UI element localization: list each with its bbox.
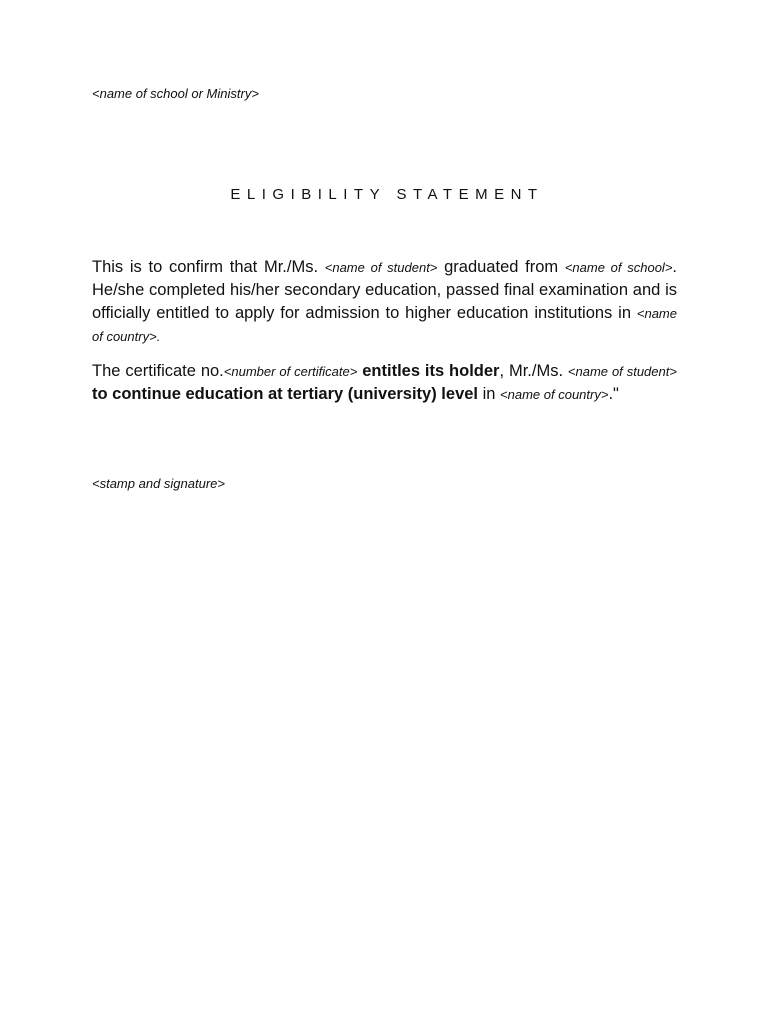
- certificate-number-placeholder: <number of certificate>: [223, 364, 358, 379]
- country-name-placeholder: <name of country>: [92, 306, 677, 344]
- certificate-paragraph: [92, 360, 677, 406]
- para1-text-1: This is to confirm that Mr./Ms.: [92, 258, 325, 276]
- para2-bold-entitles: entitles its holder: [357, 362, 500, 380]
- institution-placeholder: <name of school or Ministry>: [92, 86, 259, 101]
- stamp-signature-placeholder: <stamp and signature>: [92, 476, 225, 491]
- para1-text-2: graduated from: [437, 258, 565, 276]
- para1-text-4: .: [156, 329, 161, 344]
- confirmation-paragraph: [92, 256, 677, 348]
- para2-bold-continue: to continue education at tertiary (university) level: [92, 385, 479, 403]
- para2-text-1: The certificate no.: [92, 362, 224, 380]
- student-name-placeholder: <name of student>: [324, 260, 438, 275]
- school-name-placeholder: <name of school>: [564, 260, 673, 275]
- para2-text-3: , Mr./Ms.: [499, 362, 568, 380]
- para2-text-6: .": [608, 385, 619, 403]
- para1-text-3: . He/she completed his/her secondary education, passed final examination and is officially entitled to apply for admission to higher education institutions in: [92, 258, 677, 322]
- student-name-placeholder-2: <name of student>: [567, 364, 677, 379]
- para2-text-5: in: [478, 385, 501, 403]
- document-title: ELIGIBILITY STATEMENT: [230, 186, 544, 203]
- country-name-placeholder-2: <name of country>: [500, 387, 609, 402]
